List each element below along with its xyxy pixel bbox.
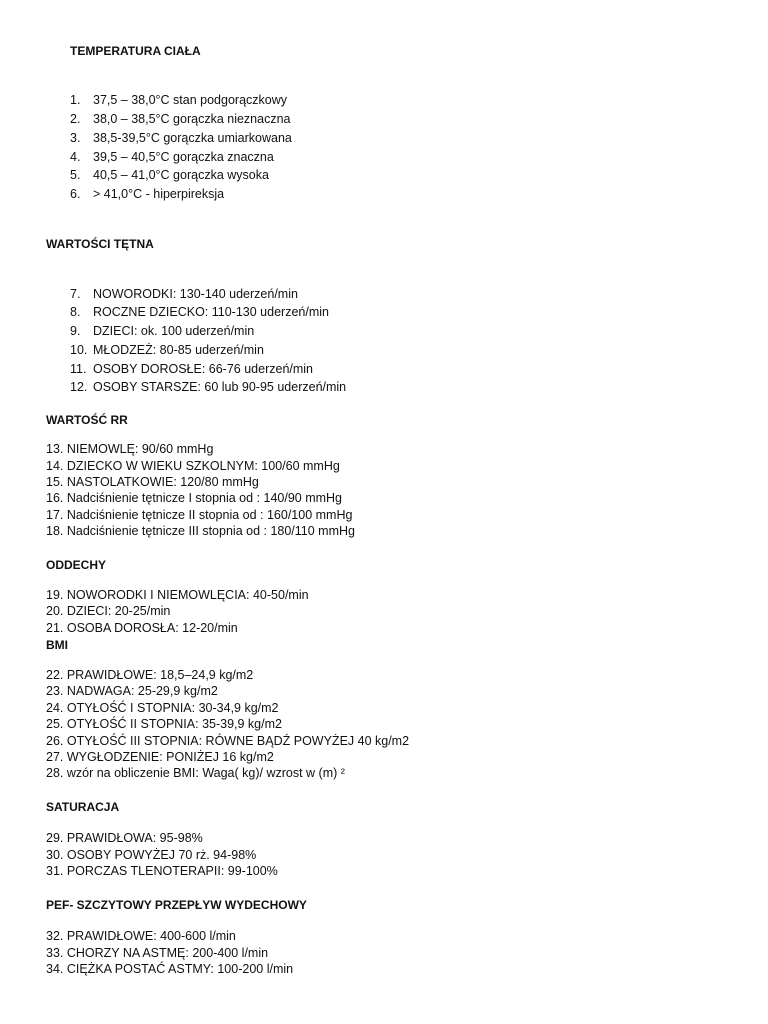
list-item: 34. CIĘŻKA POSTAĆ ASTMY: 100-200 l/min xyxy=(46,962,294,976)
list-item: 20. DZIECI: 20-25/min xyxy=(46,604,171,618)
list-item: 1. 37,5 – 38,0°C stan podgorączkowy xyxy=(70,93,288,107)
list-item: 26. OTYŁOŚĆ III STOPNIA: RÓWNE BĄDŹ POWYŻEJ 40 kg/m2 xyxy=(46,734,410,748)
list-item: 33. CHORZY NA ASTMĘ: 200-400 l/min xyxy=(46,946,269,960)
list-item: 22. PRAWIDŁOWE: 18,5–24,9 kg/m2 xyxy=(46,668,254,682)
list-item: 2. 38,0 – 38,5°C gorączka nieznaczna xyxy=(70,112,291,126)
list-item: 31. PORCZAS TLENOTERAPII: 99-100% xyxy=(46,864,278,878)
list-item: 8. ROCZNE DZIECKO: 110-130 uderzeń/min xyxy=(70,305,329,319)
section-heading-temperature: TEMPERATURA CIAŁA xyxy=(70,44,201,58)
section-heading-pef: PEF- SZCZYTOWY PRZEPŁYW WYDECHOWY xyxy=(46,898,307,912)
list-item: 25. OTYŁOŚĆ II STOPNIA: 35-39,9 kg/m2 xyxy=(46,717,282,731)
list-item: 29. PRAWIDŁOWA: 95-98% xyxy=(46,831,203,845)
section-heading-pulse: WARTOŚCI TĘTNA xyxy=(46,237,154,251)
list-item: 18. Nadciśnienie tętnicze III stopnia od : 180/110 mmHg xyxy=(46,524,355,538)
list-item: 10. MŁODZEŻ: 80-85 uderzeń/min xyxy=(70,343,264,357)
list-item: 6. > 41,0°C - hiperpireksja xyxy=(70,187,225,201)
list-item: 7. NOWORODKI: 130-140 uderzeń/min xyxy=(70,287,298,301)
list-item: 9. DZIECI: ok. 100 uderzeń/min xyxy=(70,324,255,338)
list-item: 21. OSOBA DOROSŁA: 12-20/min xyxy=(46,621,238,635)
list-item: 14. DZIECKO W WIEKU SZKOLNYM: 100/60 mmHg xyxy=(46,459,340,473)
section-heading-breathing: ODDECHY xyxy=(46,558,107,572)
list-item: 28. wzór na obliczenie BMI: Waga( kg)/ wzrost w (m) ² xyxy=(46,766,345,780)
list-item: 16. Nadciśnienie tętnicze I stopnia od : 140/90 mmHg xyxy=(46,491,343,505)
list-item: 13. NIEMOWLĘ: 90/60 mmHg xyxy=(46,442,214,456)
list-item: 5. 40,5 – 41,0°C gorączka wysoka xyxy=(70,168,269,182)
section-heading-rr: WARTOŚĆ RR xyxy=(46,413,128,427)
list-item: 23. NADWAGA: 25-29,9 kg/m2 xyxy=(46,684,218,698)
section-heading-saturation: SATURACJA xyxy=(46,800,120,814)
list-item: 15. NASTOLATKOWIE: 120/80 mmHg xyxy=(46,475,259,489)
list-item: 19. NOWORODKI I NIEMOWLĘCIA: 40-50/min xyxy=(46,588,309,602)
list-item: 12. OSOBY STARSZE: 60 lub 90-95 uderzeń/min xyxy=(70,380,347,394)
list-item: 27. WYGŁODZENIE: PONIŻEJ 16 kg/m2 xyxy=(46,750,274,764)
list-item: 24. OTYŁOŚĆ I STOPNIA: 30-34,9 kg/m2 xyxy=(46,701,279,715)
list-item: 3. 38,5-39,5°C gorączka umiarkowana xyxy=(70,131,292,145)
section-heading-bmi: BMI xyxy=(46,638,68,652)
list-item: 11. OSOBY DOROSŁE: 66-76 uderzeń/min xyxy=(70,362,314,376)
list-item: 32. PRAWIDŁOWE: 400-600 l/min xyxy=(46,929,236,943)
list-item: 4. 39,5 – 40,5°C gorączka znaczna xyxy=(70,150,274,164)
list-item: 17. Nadciśnienie tętnicze II stopnia od : 160/100 mmHg xyxy=(46,508,353,522)
list-item: 30. OSOBY POWYŻEJ 70 rż. 94-98% xyxy=(46,848,257,862)
